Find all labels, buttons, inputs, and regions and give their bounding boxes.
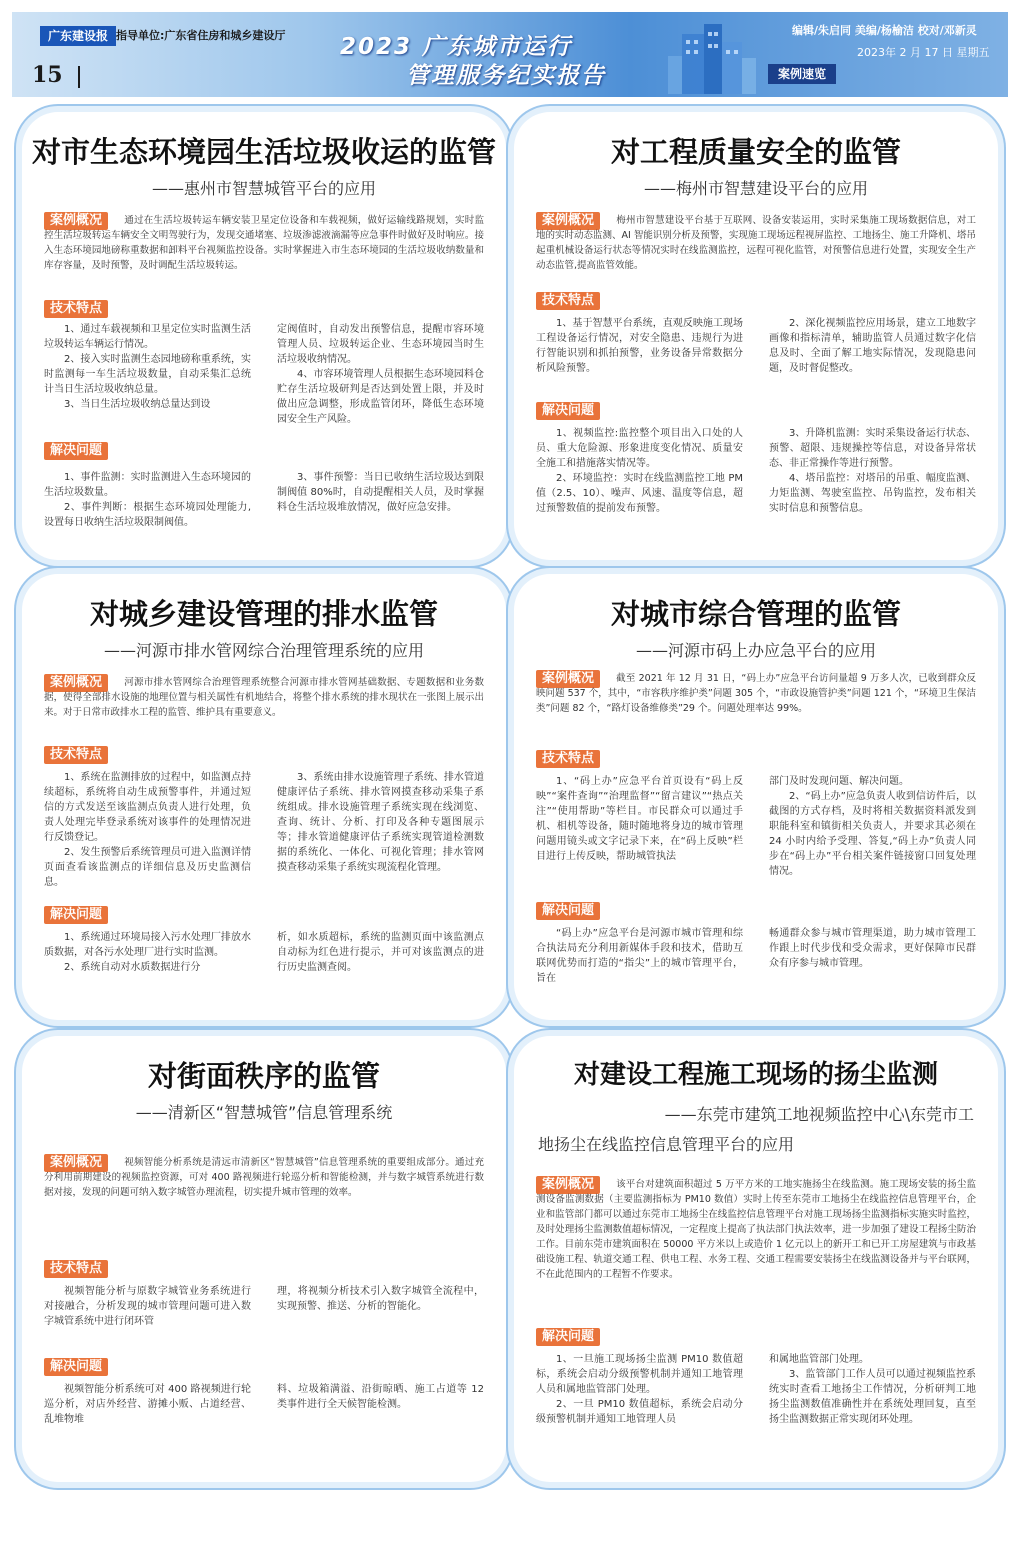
solutions-text: 1、系统通过环境局接入污水处理厂排放水质数据，对各污水处理厂进行实时监测。 2、系统自动对水质数据进行分 析，如水质超标，系统的监测页面中该监测点自动标为红色进行提示，并可对该监测点的进行历史监测查阅。	[44, 932, 484, 973]
tech-features-text: 1、系统在监测排放的过程中，如监测点持续超标，系统将自动生成预警事件，并通过短信的方式发送至该监测点负责人进行处理，负责人处理完毕登录系统对该事件的处理情况进行反馈登记。 2、发生预警后系统管理员可进入监测详情页面查看该监测点的详细信息及历史监测信息。 3、系统由排水设施管理子系统、排水管道健康评估子系统、排水管网摸查移动采集子系统组成。排水设施管理子系统实现在线浏览、查询、统计、分析、打印及各种专题图展示等；排水管道健康评估子系统实现管道检测数据的系统化、一体化、可视化管理；排水管网摸查移动采集子系统实现流程化管理。	[44, 772, 484, 888]
tech-features-text: 1、基于智慧平台系统，直观反映施工现场工程设备运行情况，对安全隐患、违规行为进行智能识别和抓拍预警，业务设备异常数据分析风险预警。 2、深化视频监控应用场景，建立工地数字画像和指标清单，辅助监管人员通过数字化信息及时、全面了解工地实际情况，发现隐患问题，及时督促整改。	[536, 318, 976, 374]
city-buildings-icon	[652, 18, 762, 94]
card-subtitle: ——惠州市智慧城管平台的应用	[151, 179, 376, 198]
issue-date: 2023年 2 月 17 日 星期五	[857, 46, 990, 59]
tech-features-label: 技术特点	[44, 300, 108, 318]
card-subtitle: ——清新区“智慧城管”信息管理系统	[135, 1103, 393, 1122]
case-overview-text: 梅州市智慧建设平台基于互联网、设备安装运用，实时采集施工现场数据信息，对工地的实时动态监测、AI 智能识别分析及预警，实现施工现场远程视屏监控、工地扬尘、施工升降机、塔吊起重机械设备运行状态等情况实时在线监测监控，远程可视化监管，对预警信息进行处置，实现安全生产动态监管,提高监管效能。	[536, 215, 976, 271]
case-overview-label: 案例概况	[44, 1154, 108, 1172]
case-card-heyuan-code	[514, 574, 998, 1020]
solutions-text: 1、事件监测：实时监测进入生态环境园的生活垃圾数量。 2、事件判断：根据生态环境园处理能力,设置每日收纳生活垃圾限制阀值。 3、事件预警：当日已收纳生活垃圾达到限制阀值 80%时，自动提醒相关人员，及时掌握料仓生活垃圾堆放情况，做好应急安排。	[44, 472, 484, 528]
report-title-line1: 2023 广东城市运行	[340, 34, 573, 60]
case-card-heyuan-drainage	[22, 574, 506, 1020]
case-overview-label: 案例概况	[536, 212, 600, 230]
solutions-label: 解决问题	[44, 442, 108, 460]
card-title: 对建设工程施工现场的扬尘监测	[573, 1060, 938, 1090]
case-overview-text: 视频智能分析系统是清远市清新区“智慧城管”信息管理系统的重要组成部分。通过充分利用前期建设的视频监控资源，可对 400 路视频进行轮巡分析和智能检测，并与数字城管系统进行数据对接，发现的问题可纳入数字城管办理流程，切实提升城市管理的效率。	[44, 1157, 484, 1198]
card-title: 对城市综合管理的监管	[610, 597, 901, 631]
tech-features-label: 技术特点	[536, 292, 600, 310]
card-subtitle: ——东莞市建筑工地视频监控中心\东莞市工 地扬尘在线监控信息管理平台的应用	[538, 1105, 974, 1154]
solutions-label: 解决问题	[44, 1358, 108, 1376]
card-subtitle: ——河源市排水管网综合治理管理系统的应用	[103, 641, 424, 660]
card-title: 对工程质量安全的监管	[610, 135, 901, 169]
case-card-meizhou	[514, 112, 998, 560]
newspaper-name-badge: 广东建设报	[40, 26, 116, 46]
card-title: 对街面秩序的监管	[147, 1059, 380, 1093]
card-subtitle: ——梅州市智慧建设平台的应用	[643, 179, 868, 198]
case-overview-text: 通过在生活垃圾转运车辆安装卫星定位设备和车载视频，做好运输线路规划，实时监控生活垃圾转运车辆安全文明驾驶行为，发现交通堵塞、垃圾渗滤液滴漏等应急事件时做好及时响应。接入生态环境园地磅称重数据和卸料平台视频监控设备。实时掌握进入市生态环境园的生活垃圾收纳数量和库存容量，及时预警，及时调配生活垃圾转运。	[44, 215, 484, 271]
solutions-text: 视频智能分析系统可对 400 路视频进行轮巡分析，对店外经营、游摊小贩、占道经营、乱堆物堆 料、垃圾箱满溢、沿街晾晒、施工占道等 12 类事件进行全天候智能检测。	[44, 1384, 484, 1425]
tech-features-label: 技术特点	[44, 746, 108, 764]
tech-features-text: 视频智能分析与原数字城管业务系统进行对接融合，分析发现的城市管理问题可进入数字城管系统中进行闭环管 理，将视频分析技术引入数字城管全流程中，实现预警、推送、分析的智能化。	[44, 1286, 484, 1327]
guide-unit: 指导单位:广东省住房和城乡建设厅	[116, 29, 286, 42]
report-title-line2: 管理服务纪实报告	[406, 63, 606, 89]
solutions-label: 解决问题	[536, 402, 600, 420]
tech-features-label: 技术特点	[44, 1260, 108, 1278]
card-title: 对市生态环境园生活垃圾收运的监管	[31, 135, 496, 169]
case-overview-label: 案例概况	[536, 670, 600, 688]
card-title: 对城乡建设管理的排水监管	[89, 597, 438, 631]
case-overview-text: 河源市排水管网综合治理管理系统整合河源市排水管网基础数据、专题数据和业务数据，使得全部排水设施的地理位置与相关属性有机地结合，将整个排水系统的排水现状在一张图上展示出来。对于日常市政排水工程的监管、维护具有重要意义。	[44, 677, 484, 718]
solutions-label: 解决问题	[536, 1328, 600, 1346]
solutions-label: 解决问题	[44, 906, 108, 924]
case-overview-text: 该平台对建筑面积超过 5 万平方米的工地实施扬尘在线监测。施工现场安装的扬尘监测设备监测数据（主要监测指标为 PM10 数值）实时上传至东莞市工地扬尘在线监控信息管理平台，企业和监管部门都可以通过东莞市工地扬尘在线监控信息管理平台对施工现场扬尘监测指标实施实时监控，及时处理扬尘监测数值超标情况，一定程度上提高了执法部门执法效率，进一步加强了建设工程扬尘防治工作。目前东莞市建筑面积在 50000 平方米以上或造价 1 亿元以上的新开工和已开工房屋建筑与市政基础设施工程、轨道交通工程、供电工程、水务工程、交通工程需要安装扬尘在线监测设备并与平台联网，不在此范围内的工程暂不作要求。	[536, 1179, 976, 1280]
solutions-text: “码上办”应急平台是河源市城市管理和综合执法局充分利用新媒体手段和技术，借助互联网优势而打造的“指尖”上的城市管理平台，旨在 畅通群众参与城市管理渠道，助力城市管理工作跟上时代步伐和受众需求，更好保障市民群众有序参与城市管理。	[536, 928, 976, 984]
page-number-divider	[78, 66, 80, 88]
case-card-qingxin	[22, 1036, 506, 1482]
page-header	[12, 12, 1008, 97]
tech-features-label: 技术特点	[536, 750, 600, 768]
case-overview-text: 截至 2021 年 12 月 31 日，“码上办”应急平台访问量超 9 万多人次，已收到群众反映问题 537 个，其中，“市容秩序维护类”问题 305 个，“市政设施管护类”问题 121 个，“环境卫生保洁类”问题 82 个，“路灯设备维修类”29 个。问题处理率达 99%。	[536, 673, 976, 714]
case-overview-label: 案例概况	[44, 674, 108, 692]
solutions-text: 1、视频监控:监控整个项目出入口处的人员、重大危险源、形象进度变化情况、质量安全施工和措施落实情况等。 2、环境监控：实时在线监测监控工地 PM 值（2.5、10）、噪声、风速、温度等信息，超过预警数值的提前发布预警。 3、升降机监测：实时采集设备运行状态、预警、超限、违规操控等信息，对设备异常状态、非正常操作等进行预警。 4、塔吊监控：对塔吊的吊重、幅度监测、力矩监测、驾驶室监控、吊钩监控，发布相关实时信息和预警信息。	[536, 428, 976, 514]
card-subtitle: ——河源市码上办应急平台的应用	[635, 641, 876, 660]
case-overview-label: 案例概况	[44, 212, 108, 230]
case-overview-label: 案例概况	[536, 1176, 600, 1194]
case-card-huizhou	[22, 112, 506, 560]
case-card-dongguan	[514, 1036, 998, 1482]
tech-features-text: 1、“码上办”应急平台首页设有“码上反映”“案件查询”“治理监督”“留言建议”“热点关注”“使用帮助”等栏目。市民群众可以通过手机、相机等设备，随时随地将身边的城市管理问题用镜头或文字记录下来，在“码上反映”栏目进行上传反映，帮助城管执法 部门及时发现问题、解决问题。 2、“码上办”应急负责人收到信访件后，以截图的方式存档，及时将相关数据资料派发到职能科室和镇街相关负责人，并要求其必须在 24 小时内给予受理、答复,“码上办”负责人同步在“码上办”平台相关案件链接窗口回复处理情况。	[536, 776, 976, 877]
editors-credit: 编辑/朱启同 美编/杨榆洁 校对/邓新灵	[792, 24, 977, 37]
solutions-label: 解决问题	[536, 902, 600, 920]
solutions-text: 1、一旦施工现场扬尘监测 PM10 数值超标，系统会启动分级预警机制并通知工地管理人员和属地监管部门处理。 2、一旦 PM10 数值超标，系统会启动分级预警机制并通知工地管理人员 和属地监管部门处理。 3、监管部门工作人员可以通过视频监控系统实时查看工地扬尘工作情况，分析研判工地扬尘监测数值准确性并在系统处理回复，直至扬尘监测数据正常实现闭环处理。	[536, 1354, 976, 1425]
page-number: 15	[32, 62, 63, 88]
column-badge: 案例速览	[768, 64, 836, 84]
tech-features-text: 1、通过车载视频和卫星定位实时监测生活垃圾转运车辆运行情况。 2、接入实时监测生态园地磅称重系统，实时监测每一车生活垃圾数量，自动采集汇总统计当日生活垃圾收纳总量。 3、当日生活垃圾收纳总量达到设 定阀值时，自动发出预警信息，提醒市容环境管理人员、垃圾转运企业、生态环境园当时生活垃圾收纳情况。 4、市容环境管理人员根据生态环境园料仓贮存生活垃圾研判是否达到处置上限，并及时做出应急调整，形成监管闭环，降低生态环境园安全生产风险。	[44, 324, 484, 425]
